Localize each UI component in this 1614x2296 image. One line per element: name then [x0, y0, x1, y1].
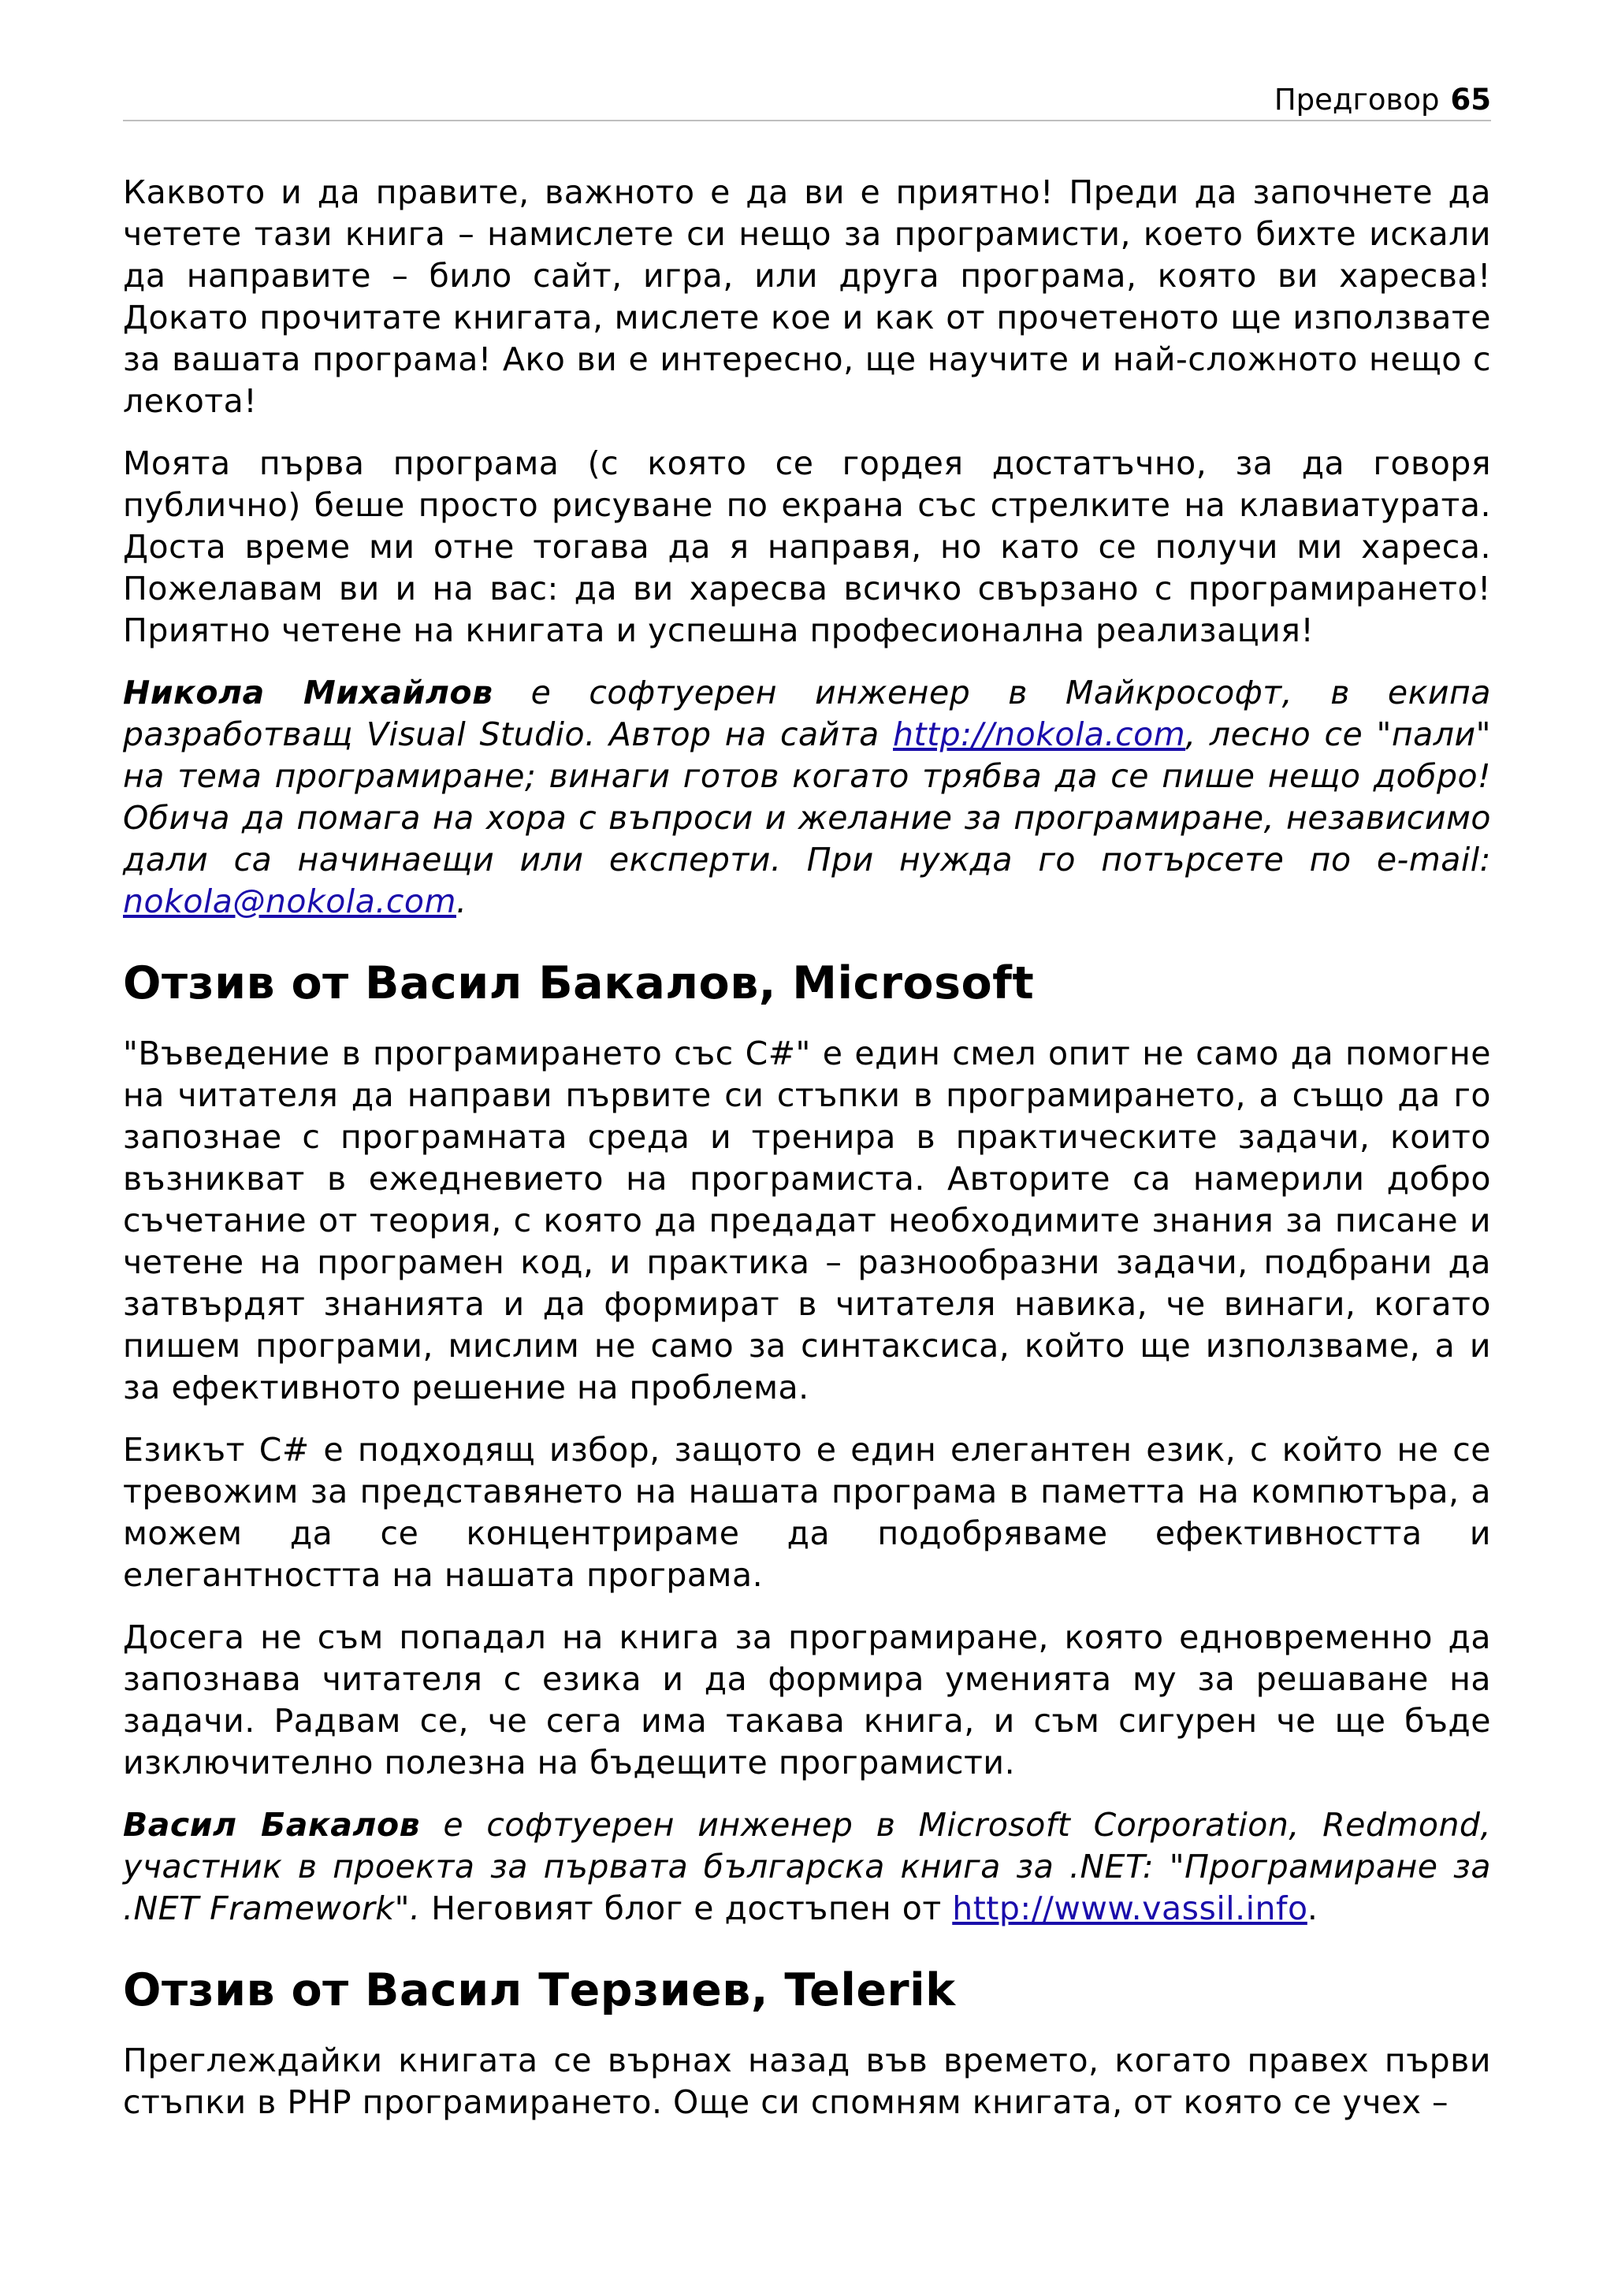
- vassil-blog-link[interactable]: http://www.vassil.info: [952, 1889, 1307, 1927]
- page-content: [123, 172, 1491, 2144]
- intro-paragraph-1: Каквото и да правите, важното е да ви е приятно! Преди да започнете да четете тази книга – намислете си нещо за програмисти, което бихте искали да направите – било сайт, игра, или друга програма, която ви харесва! Докато прочитате книгата, мислете кое и как от прочетеното ще използвате за вашата програма! Ако ви е интересно, ще научите и най-сложното нещо с лекота!: [123, 173, 1491, 420]
- bio-name: Васил Бакалов: [123, 1806, 421, 1844]
- section-heading-terziev: Отзив от Васил Терзиев, Telerik: [123, 1964, 956, 2016]
- bio-text: е софтуерен инженер в Майкрософт, в екипа разработващ Visual Studio. Автор на сайта: [123, 674, 1491, 753]
- nokola-email-link[interactable]: nokola@nokola.com: [123, 882, 456, 920]
- terziev-paragraph-1: Преглеждайки книгата се върнах назад във времето, когато правех първи стъпки в PHP програмирането. Още си спомням книгата, от която се учех –: [123, 2042, 1491, 2121]
- author-bio-bakalov: [123, 1804, 1491, 1930]
- book-page: [123, 0, 1491, 2296]
- bio-text-end: .: [456, 882, 467, 920]
- intro-paragraph-2: Моята първа програма (с която се гордея достатъчно, за да говоря публично) беше просто рисуване по екрана със стрелките на клавиатурата. Доста време ми отне тогава да я направя, но като се получи ми хареса. Пожелавам ви и на вас: да ви харесва всичко свързано с програмирането! Приятно четене на книгата и успешна професионална реализация!: [123, 444, 1491, 649]
- nokola-site-link[interactable]: http://nokola.com: [893, 715, 1186, 753]
- bio-text-plain: Неговият блог е достъпен от: [420, 1889, 953, 1927]
- chapter-title: Предговор: [1274, 83, 1440, 117]
- author-bio-mihaylov: [123, 672, 1491, 923]
- page-header: [123, 80, 1491, 121]
- section-heading-bakalov: Отзив от Васил Бакалов, Microsoft: [123, 957, 1035, 1009]
- bakalov-paragraph-2: Езикът C# е подходящ избор, защото е един елегантен език, с който не се тревожим за представянето на нашата програма в паметта на компютъра, а можем да се концентрираме да подобряваме ефективността и елегантността на нашата програма.: [123, 1431, 1491, 1594]
- bio-text: е софтуерен инженер в Microsoft Corporation, Redmond, участник в проекта за първата българска книга за .NET: "Програмиране за .NET Framework".: [123, 1806, 1491, 1927]
- bio-name: Никола Михайлов: [123, 674, 493, 711]
- bio-text: , лесно се "пали" на тема програмиране; винаги готов когато трябва да се пише нещо добро! Обича да помага на хора с въпроси и желание за програмиране, независимо дали са начинаещи или експерти. При нужда го потърсете по e-mail:: [123, 715, 1491, 879]
- bakalov-paragraph-3: Досега не съм попадал на книга за програмиране, която едновременно да запознава читателя с езика и да формира уменията му за решаване на задачи. Радвам се, че сега има такава книга, и съм сигурен че ще бъде изключително полезна на бъдещите програмисти.: [123, 1618, 1491, 1781]
- bakalov-paragraph-1: "Въведение в програмирането със C#" е един смел опит не само да помогне на читателя да направи първите си стъпки в програмирането, а също да го запознае с програмната среда и тренира в практическите задачи, които възникват в ежедневието на програмиста. Авторите са намерили добро съчетание от теория, с която да предадат необходимите знания за писане и четене на програмен код, и практика – разнообразни задачи, подбрани да затвърдят знанията и да формират в читателя навика, че винаги, когато пишем програми, мислим не само за синтаксиса, който ще използваме, а и за ефективното решение на проблема.: [123, 1035, 1491, 1406]
- bio-text-end: .: [1307, 1889, 1318, 1927]
- page-number: 65: [1450, 83, 1491, 117]
